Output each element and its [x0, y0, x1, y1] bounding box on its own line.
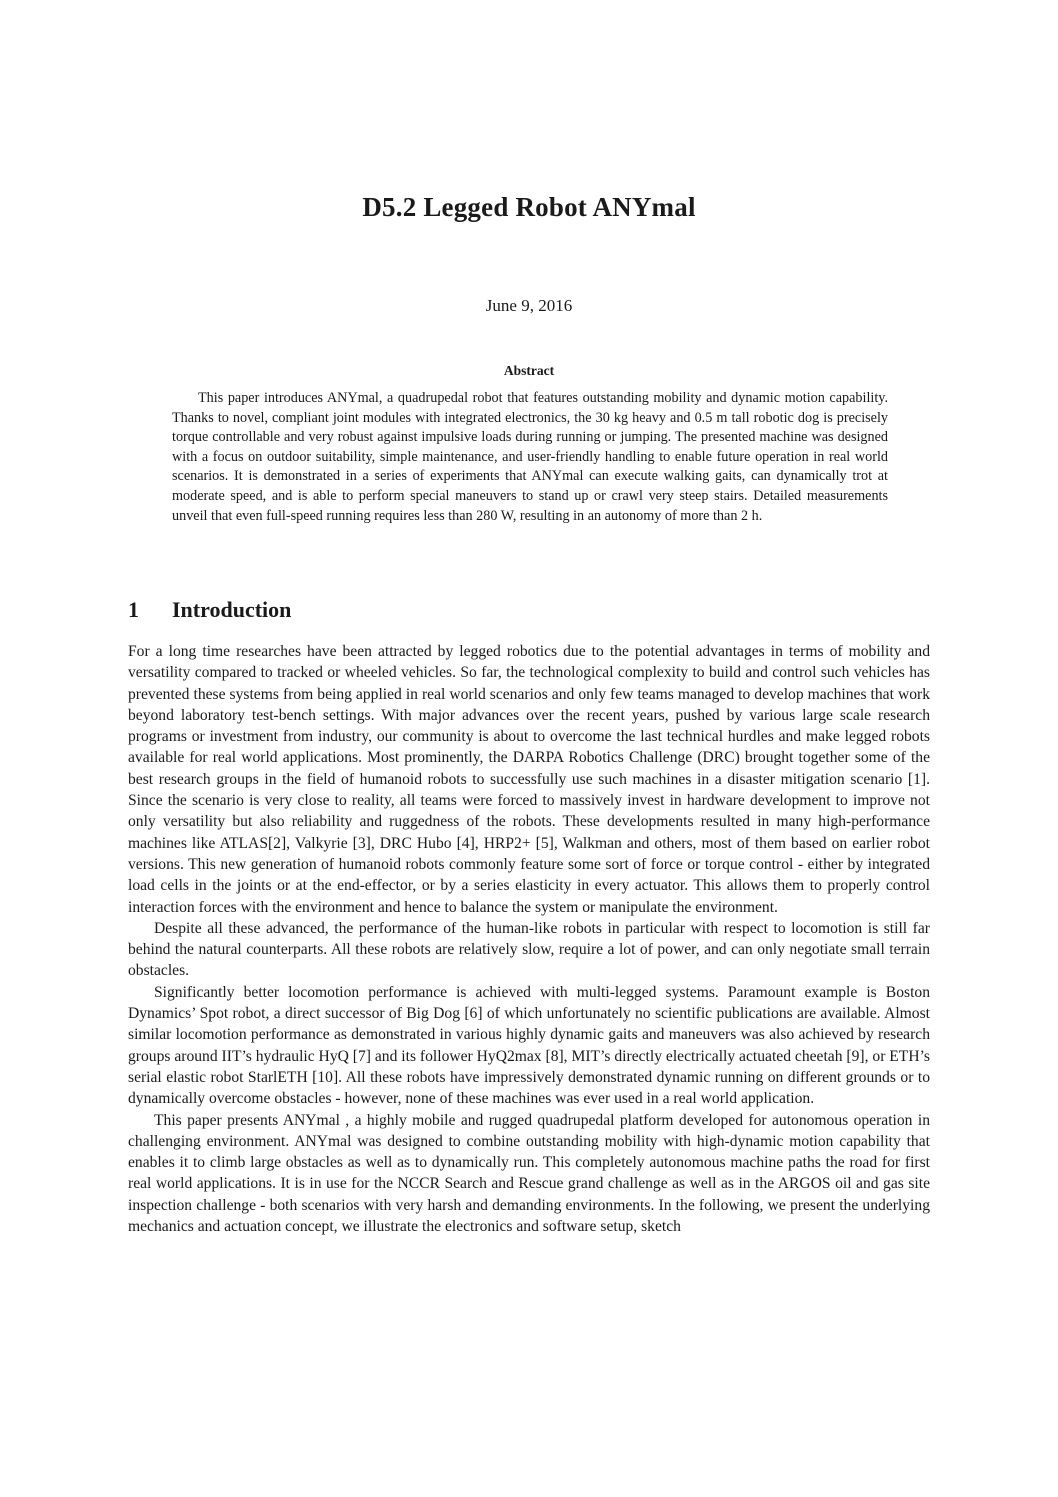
- section-heading: [128, 597, 291, 623]
- section-number: 1: [128, 597, 139, 622]
- paragraph: Despite all these advanced, the performance of the human-like robots in particular with respect to locomotion is still far behind the natural counterparts. All these robots are relatively slow, require a lot of power, and can only negotiate small terrain obstacles.: [128, 919, 930, 980]
- paragraph: This paper presents ANYmal , a highly mobile and rugged quadrupedal platform developed for autonomous operation in challenging environment. ANYmal was designed to combine outstanding mobility with high-dynamic motion capability that enables it to climb large obstacles as well as to dynamically run. This completely autonomous machine paths the road for first real world applications. It is in use for the NCCR Search and Rescue grand challenge as well as in the ARGOS oil and gas site inspection challenge - both scenarios with very harsh and demanding environments. In the following, we present the underlying mechanics and actuation concept, we illustrate the electronics and software setup, sketch: [128, 1111, 930, 1236]
- paragraph: Significantly better locomotion performance is achieved with multi-legged systems. Paramount example is Boston Dynamics’ Spot robot, a direct successor of Big Dog [6] of which unfortunately no scientific publications are available. Almost similar locomotion performance as demonstrated in various highly dynamic gaits and maneuvers was also achieved by research groups around IIT’s hydraulic HyQ [7] and its follower HyQ2max [8], MIT’s directly electrically actuated cheetah [9], or ETH’s serial elastic robot StarlETH [10]. All these robots have impressively demonstrated dynamic running on different grounds or to dynamically overcome obstacles - however, none of these machines was ever used in a real world application.: [128, 983, 930, 1108]
- abstract-text: This paper introduces ANYmal, a quadrupedal robot that features outstanding mobility and dynamic motion capability. Thanks to novel, compliant joint modules with integrated electronics, the 30 kg heavy and 0.5 m tall robotic dog is precisely torque controllable and very robust against impulsive loads during running or jumping. The presented machine was designed with a focus on outdoor suitability, simple maintenance, and user-friendly handling to enable future operation in real world scenarios. It is demonstrated in a series of experiments that ANYmal can execute walking gaits, can dynamically trot at moderate speed, and is able to perform special maneuvers to stand up or crawl very steep stairs. Detailed measurements unveil that even full-speed running requires less than 280 W, resulting in an autonomy of more than 2 h.: [172, 390, 888, 524]
- paper-title: D5.2 Legged Robot ANYmal: [362, 192, 696, 222]
- section-title: Introduction: [172, 597, 292, 622]
- abstract-heading: Abstract: [503, 363, 555, 378]
- paper-date: June 9, 2016: [485, 296, 573, 315]
- paragraph: For a long time researches have been attracted by legged robotics due to the potential advantages in terms of mobility and versatility compared to tracked or wheeled vehicles. So far, the technological complexity to build and control such vehicles has prevented these systems from being applied in real world scenarios and only few teams managed to develop machines that work beyond laboratory test-bench settings. With major advances over the recent years, pushed by various large scale research programs or investment from industry, our community is about to overcome the last technical hurdles and make legged robots available for real world applications. Most prominently, the DARPA Robotics Challenge (DRC) brought together some of the best research groups in the field of humanoid robots to successfully use such machines in a disaster mitigation scenario [1]. Since the scenario is very close to reality, all teams were forced to massively invest in hardware development to improve not only versatility but also reliability and ruggedness of the robots. These developments resulted in many high-performance machines like ATLAS[2], Valkyrie [3], DRC Hubo [4], HRP2+ [5], Walkman and others, most of them based on earlier robot versions. This new generation of humanoid robots commonly feature some sort of force or torque control - either by integrated load cells in the joints or at the end-effector, or by a series elasticity in every actuator. This allows them to properly control interaction forces with the environment and hence to balance the system or manipulate the environment.: [128, 643, 930, 916]
- section-body: [128, 641, 930, 1237]
